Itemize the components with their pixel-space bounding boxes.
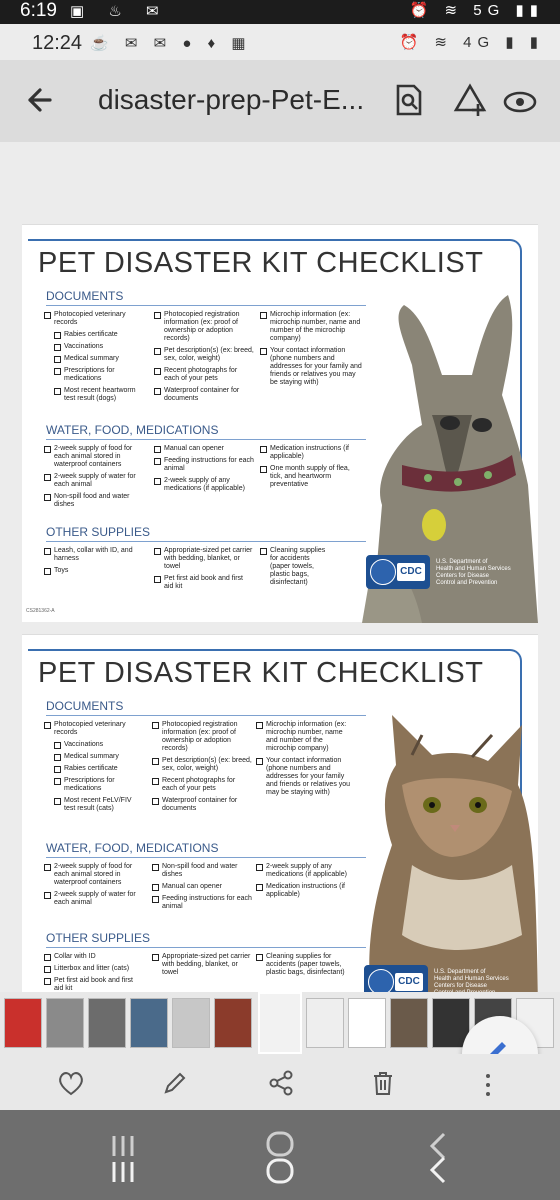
water-col-1: [44, 863, 144, 911]
other-supplies-heading: OTHER SUPPLIES: [46, 931, 366, 948]
documents-col-1: [44, 311, 148, 407]
other-supplies-heading: OTHER SUPPLIES: [46, 525, 366, 542]
thumbnail[interactable]: [348, 998, 386, 1048]
hhs-line: Centers for Disease: [434, 983, 488, 989]
checklist-item[interactable]: Recent photographs for each of your pets: [154, 367, 254, 383]
navigation-bar: [0, 1110, 560, 1200]
system-icons: ⏰ ≋ 4G ▮ ▮: [399, 34, 544, 51]
view-mode-icon[interactable]: [500, 80, 540, 120]
water-col-1: [44, 445, 148, 513]
documents-heading: DOCUMENTS: [46, 289, 366, 306]
checklist-item[interactable]: Photocopied registration information (ex: proof of ownership or adoption records): [154, 311, 254, 343]
checklist-item[interactable]: Collar with ID: [44, 953, 144, 961]
thumbnail[interactable]: [46, 998, 84, 1048]
checklist-item[interactable]: Photocopied registration information (ex: proof of ownership or adoption records): [152, 721, 252, 753]
checklist-item[interactable]: Your contact information (phone numbers and addresses for your family and friends or relatives you may be staying with): [260, 347, 362, 387]
hhs-line: U.S. Department of: [436, 559, 488, 565]
network-label: 4G: [463, 34, 496, 51]
checklist-item[interactable]: 2-week supply of water for each animal: [44, 473, 148, 489]
thumbnail[interactable]: [130, 998, 168, 1048]
checklist-item[interactable]: One month supply of flea, tick, and heartworm preventative: [260, 465, 362, 489]
checklist-item[interactable]: Vaccinations: [54, 343, 148, 351]
water-col-3: [260, 445, 362, 493]
back-arrow-icon[interactable]: [20, 80, 60, 120]
checklist-item[interactable]: Photocopied veterinary records: [44, 721, 144, 737]
document-viewer[interactable]: [0, 142, 560, 992]
recent-apps-icon[interactable]: [98, 1130, 148, 1186]
documents-col-3: [256, 721, 352, 801]
checklist-item[interactable]: Medication instructions (if applicable): [256, 883, 352, 899]
delete-trash-icon[interactable]: [368, 1068, 398, 1098]
action-bar: [0, 1054, 560, 1110]
page-title: PET DISASTER KIT CHECKLIST: [38, 657, 484, 689]
cdc-logo-text: CDC: [397, 563, 425, 581]
other-col-3: [256, 953, 352, 981]
edit-pencil-icon[interactable]: [160, 1068, 190, 1098]
thumbnail[interactable]: [172, 998, 210, 1048]
thumbnail-selected[interactable]: [258, 992, 302, 1054]
thumbnail[interactable]: [4, 998, 42, 1048]
checklist-item[interactable]: Toys: [44, 567, 148, 575]
documents-col-2: [152, 721, 252, 817]
checklist-item[interactable]: 2-week supply of food for each animal stored in waterproof containers: [44, 445, 148, 469]
checklist-item[interactable]: 2-week supply of food for each animal stored in waterproof containers: [44, 863, 144, 887]
checklist-item[interactable]: Pet first aid book and first aid kit: [44, 977, 144, 993]
checklist-item[interactable]: Medical summary: [54, 753, 144, 761]
checklist-item[interactable]: Manual can opener: [152, 883, 252, 891]
hhs-line: Centers for Disease: [436, 573, 490, 579]
cat-photo: [352, 695, 538, 1005]
page-title: PET DISASTER KIT CHECKLIST: [38, 247, 484, 279]
checklist-item[interactable]: Appropriate-sized pet carrier with bedding, blanket, or towel: [154, 547, 254, 571]
hhs-eagle-icon: [370, 559, 396, 585]
checklist-item[interactable]: Appropriate-sized pet carrier with bedding, blanket, or towel: [152, 953, 252, 977]
checklist-item[interactable]: Medication instructions (if applicable): [260, 445, 362, 461]
checklist-item[interactable]: Non-spill food and water dishes: [44, 493, 148, 509]
thumbnail[interactable]: [88, 998, 126, 1048]
checklist-item[interactable]: Cleaning supplies for accidents (paper towels, plastic bags, disinfectant): [256, 953, 352, 977]
status-bar: [0, 24, 560, 60]
status-bar-back: [0, 0, 560, 24]
thumbnail[interactable]: [306, 998, 344, 1048]
checklist-item[interactable]: Medical summary: [54, 355, 148, 363]
checklist-item[interactable]: 2-week supply of any medications (if applicable): [256, 863, 352, 879]
checklist-item[interactable]: Most recent FeLV/FIV test result (cats): [54, 797, 144, 813]
checklist-item[interactable]: Prescriptions for medications: [54, 777, 144, 793]
checklist-item[interactable]: Recent photographs for each of your pets: [152, 777, 252, 793]
system-icons-back: ⏰ ≋ 5G ▮▮: [409, 2, 544, 19]
checklist-item[interactable]: Microchip information (ex: microchip number, name and number of the microchip company): [260, 311, 362, 343]
search-document-icon[interactable]: [390, 80, 430, 120]
water-food-heading: WATER, FOOD, MEDICATIONS: [46, 423, 366, 440]
hhs-text: [436, 559, 511, 587]
water-col-2: [152, 863, 252, 915]
checklist-item[interactable]: Non-spill food and water dishes: [152, 863, 252, 879]
checklist-item[interactable]: Pet description(s) (ex: breed, sex, color, weight): [154, 347, 254, 363]
notification-icons-back: ▣ ♨ ✉: [70, 3, 169, 20]
status-time: 12:24: [32, 32, 83, 54]
documents-col-3: [260, 311, 362, 391]
checklist-item[interactable]: 2-week supply of water for each animal: [44, 891, 144, 907]
document-code: CS281362-A: [26, 608, 55, 614]
app-toolbar: [0, 60, 560, 142]
water-col-2: [154, 445, 254, 497]
back-icon[interactable]: [414, 1130, 464, 1186]
document-title: disaster-prep-Pet-E...: [98, 84, 365, 115]
checklist-item[interactable]: 2-week supply of any medications (if applicable): [154, 477, 254, 493]
checklist-item[interactable]: Pet description(s) (ex: breed, sex, color, weight): [152, 757, 252, 773]
checklist-item[interactable]: Your contact information (phone numbers and addresses for your family and friends or relatives you may be staying with): [256, 757, 352, 797]
checklist-item[interactable]: Litterbox and litter (cats): [44, 965, 144, 973]
other-col-1: [44, 953, 144, 997]
checklist-item[interactable]: Rabies certificate: [54, 331, 148, 339]
cdc-logo: [366, 555, 430, 589]
checklist-item[interactable]: Feeding instructions for each animal: [152, 895, 252, 911]
thumbnail[interactable]: [390, 998, 428, 1048]
checklist-item[interactable]: Leash, collar with ID, and harness: [44, 547, 148, 563]
network-label-back: 5G: [473, 2, 506, 19]
checklist-item[interactable]: Waterproof container for documents: [154, 387, 254, 403]
water-food-heading: WATER, FOOD, MEDICATIONS: [46, 841, 366, 858]
hhs-line: Health and Human Services: [436, 566, 511, 572]
checklist-item[interactable]: Feeding instructions for each animal: [154, 457, 254, 473]
checklist-item[interactable]: Vaccinations: [54, 741, 144, 749]
checklist-item[interactable]: Photocopied veterinary records: [44, 311, 148, 327]
notification-icons: ☕ ✉ ✉ ● ♦ ▦: [90, 35, 252, 52]
more-options-icon[interactable]: [482, 1072, 494, 1098]
other-col-2: [152, 953, 252, 981]
home-icon[interactable]: [255, 1130, 305, 1186]
documents-heading: DOCUMENTS: [46, 699, 366, 716]
thumbnail[interactable]: [214, 998, 252, 1048]
documents-col-2: [154, 311, 254, 407]
checklist-item[interactable]: Cleaning supplies for accidents (paper towels, plastic bags, disinfectant): [260, 547, 330, 587]
checklist-item[interactable]: Pet first aid book and first aid kit: [154, 575, 254, 591]
water-col-3: [256, 863, 352, 903]
pdf-page-2: [22, 634, 538, 1004]
other-col-1: [44, 547, 148, 579]
checklist-item[interactable]: Manual can opener: [154, 445, 254, 453]
share-icon[interactable]: [266, 1068, 296, 1098]
checklist-item[interactable]: Microchip information (ex: microchip number, name and number of the microchip company): [256, 721, 352, 753]
edit-pdf-icon[interactable]: [450, 80, 490, 120]
status-time-back: 6:19: [20, 0, 57, 21]
documents-col-1: [44, 721, 144, 817]
checklist-item[interactable]: Waterproof container for documents: [152, 797, 252, 813]
checklist-item[interactable]: Rabies certificate: [54, 765, 144, 773]
pdf-page-1: [22, 224, 538, 622]
hhs-line: U.S. Department of: [434, 969, 486, 975]
other-col-3: [260, 547, 330, 591]
checklist-item[interactable]: Most recent heartworm test result (dogs): [54, 387, 148, 403]
favorite-heart-icon[interactable]: [56, 1068, 86, 1098]
hhs-line: Control and Prevention: [436, 580, 498, 586]
other-col-2: [154, 547, 254, 595]
checklist-item[interactable]: Prescriptions for medications: [54, 367, 148, 383]
hhs-line: Health and Human Services: [434, 976, 509, 982]
cdc-logo-text: CDC: [395, 973, 423, 991]
